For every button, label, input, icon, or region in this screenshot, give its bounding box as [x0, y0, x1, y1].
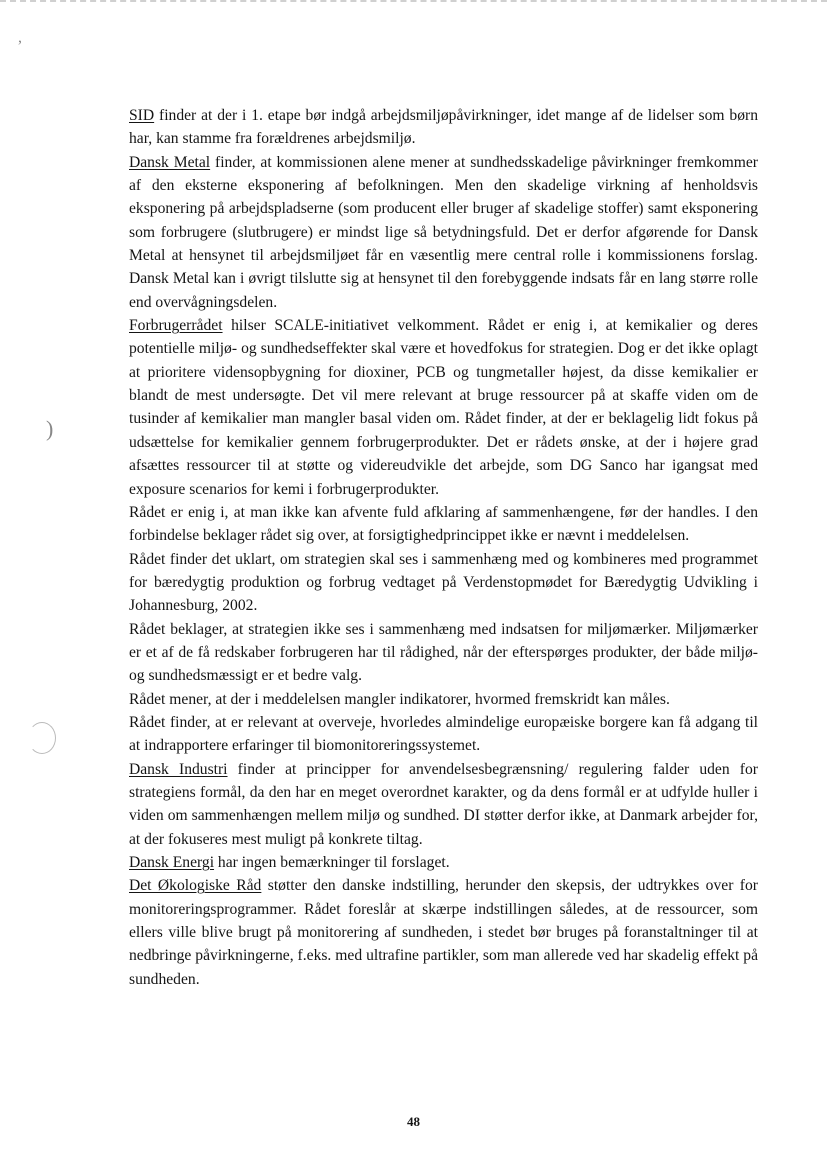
- paragraph-raadet-uklart: [129, 548, 758, 618]
- paragraph-dansk-industri: [129, 758, 758, 851]
- organization-name: SID: [129, 107, 155, 124]
- paragraph-raadet-indikatorer: [129, 688, 758, 711]
- paragraph-text: Rådet finder det uklart, om strategien skal ses i sammenhæng med og kombineres med programmet for bæredygtig produktion og forbrug vedtaget på Verdenstopmødet for Bæredygtig Udvikling i Johannesburg, 2002.: [129, 550, 758, 615]
- paragraph-text: finder at principper for anvendelsesbegrænsning/ regulering falder uden for strategiens formål, da den har en meget overordnet karakter, og da dens formål er at udfylde huller i viden om sammenhængen mellem miljø og sundhed. DI støtter derfor ikke, at Danmark arbejder for, at der fokuseres mest muligt på konkrete tiltag.: [129, 760, 758, 848]
- paragraph-text: støtter den danske indstilling, herunder den skepsis, der udtrykkes over for monitoreringsprogrammer. Rådet foreslår at skærpe indstillingen således, at de ressourcer, som ellers ville blive brugt på monitorering af sundheden, i stedet bør bruges på foranstaltninger til at nedbringe påvirkningerne, f.eks. med ultrafine partikler, som man allerede ved har skadelig effekt på sundheden.: [129, 877, 758, 988]
- paragraph-dansk-metal: [129, 151, 758, 314]
- paragraph-raadet-biomonitorering: [129, 711, 758, 758]
- scan-bracket-mark: ): [46, 416, 54, 441]
- organization-name: Dansk Industri: [129, 760, 228, 778]
- paragraph-det-oekologiske-raad: [129, 874, 758, 991]
- paragraph-raadet-afklaring: [129, 501, 758, 548]
- paragraph-text: har ingen bemærkninger til forslaget.: [214, 854, 450, 871]
- paragraph-text: finder at der i 1. etape bør indgå arbejdsmiljøpåvirkninger, idet mange af de lidelser som børn har, kan stamme fra forældrenes arbejdsmiljø.: [129, 107, 758, 148]
- paragraph-text: hilser SCALE-initiativet velkomment. Rådet er enig i, at kemikalier og deres potentielle miljø- og sundhedseffekter skal være et hovedfokus for strategien. Dog er det ikke oplagt at prioritere vidensopbygning for dioxiner, PCB og tungmetaller højest, da disse kemikalier er blandt de mest undersøgte. Det vil mere relevant at bruge ressourcer på at skaffe viden om de tusinder af kemikalier man mangler basal viden om. Rådet finder, at der er beklagelig lidt fokus på udsættelse for kemikalier gennem forbrugerprodukter. Det er rådets ønske, at der i højere grad afsættes ressourcer til at støtte og videreudvikle det arbejde, som DG Sanco har igangsat med exposure scenarios for kemi i forbrugerprodukter.: [129, 317, 758, 498]
- scan-top-edge: [0, 0, 827, 6]
- punch-hole-mark: [28, 722, 56, 754]
- organization-name: Det Økologiske Råd: [129, 877, 262, 895]
- paragraph-text: Rådet mener, at der i meddelelsen mangler indikatorer, hvormed fremskridt kan måles.: [129, 690, 670, 708]
- document-body: [129, 104, 758, 991]
- scan-speck: ,: [18, 29, 22, 46]
- organization-name: Dansk Metal: [129, 153, 211, 171]
- organization-name: Dansk Energi: [129, 854, 215, 871]
- paragraph-text: Rådet finder, at er relevant at overveje, hvorledes almindelige europæiske borgere kan få adgang til at indrapportere erfaringer til biomonitoreringssystemet.: [129, 713, 758, 755]
- paragraph-dansk-energi: [129, 851, 758, 874]
- paragraph-text: finder, at kommissionen alene mener at sundhedsskadelige påvirkninger fremkommer af den eksterne eksponering af befolkningen. Men den skadelige virkning af henholdsvis eksponering på arbejdspladserne (som producent eller bruger af skadelige stoffer) samt eksponering som forbrugere (slutbrugere) er mindst lige så betydningsfuld. Det er derfor afgørende for Dansk Metal at hensynet til arbejdsmiljøet får en væsentlig mere central rolle i kommissionens forslag. Dansk Metal kan i øvrigt tilslutte sig at hensynet til den forebyggende indsats får en lang større rolle end overvågningsdelen.: [129, 153, 758, 311]
- paragraph-raadet-miljoemaerker: [129, 618, 758, 688]
- organization-name: Forbrugerrådet: [129, 317, 223, 335]
- paragraph-forbrugerraadet: [129, 314, 758, 501]
- paragraph-sid: [129, 104, 758, 151]
- paragraph-text: Rådet beklager, at strategien ikke ses i sammenhæng med indsatsen for miljømærker. Miljømærker er et af de få redskaber forbrugeren har til rådighed, når der efterspørges produkter, der både miljø- og sundhedsmæssigt er et bedre valg.: [129, 620, 758, 685]
- paragraph-text: Rådet er enig i, at man ikke kan afvente fuld afklaring af sammenhængene, før der handles. I den forbindelse beklager rådet sig over, at forsigtighedprincippet ikke er nævnt i meddelelsen.: [129, 503, 758, 545]
- page-number: 48: [407, 1114, 420, 1129]
